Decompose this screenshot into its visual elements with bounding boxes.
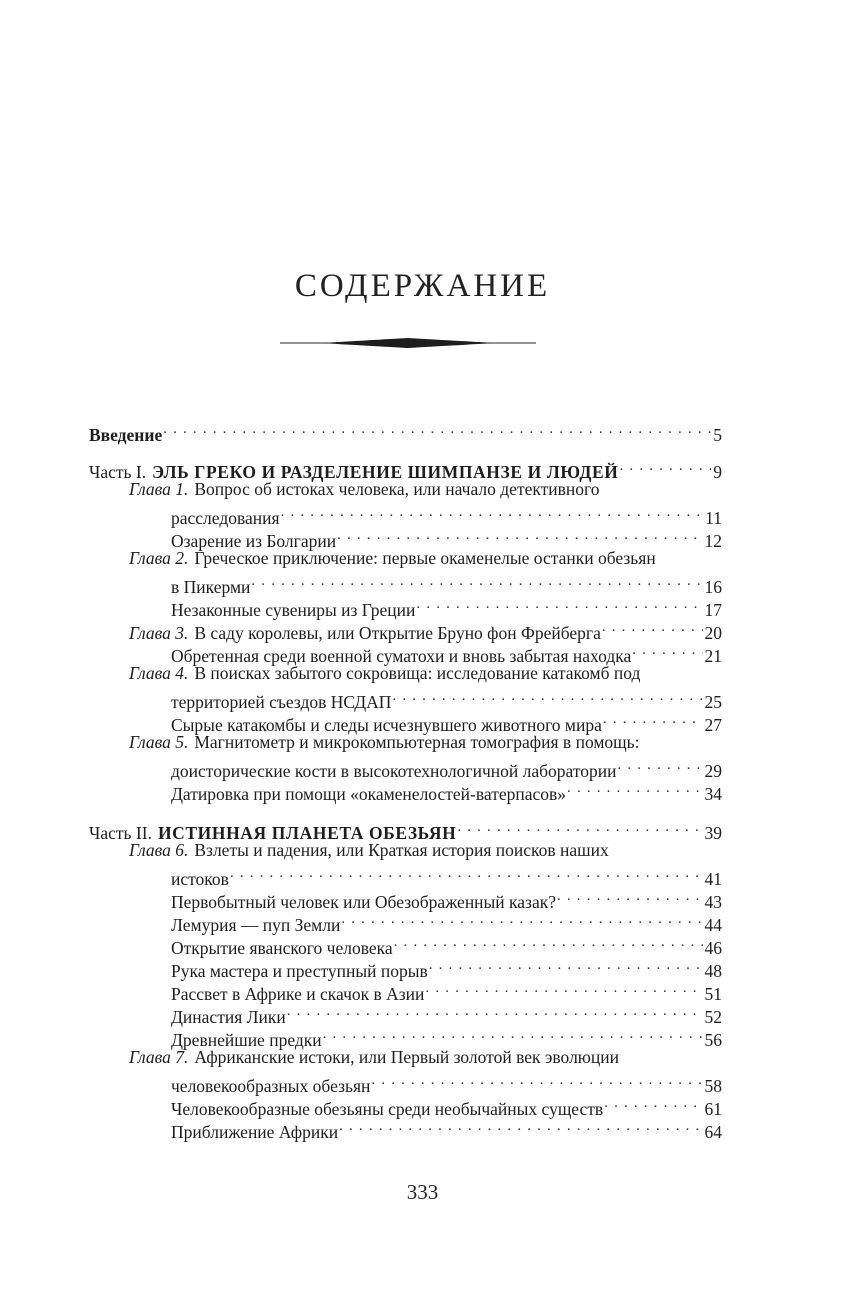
dot-leader — [337, 524, 702, 547]
toc-entry-part-2[interactable] — [89, 816, 722, 843]
section-title: Древнейшие предки — [171, 1030, 322, 1050]
chapter-title-cont: в Пикерми — [171, 577, 251, 597]
page-number: 44 — [704, 915, 722, 935]
section-title: Первобытный человек или Обезображенный казак? — [171, 892, 556, 912]
chapter-title: Греческое приключение: первые окаменелые останки обезьян — [194, 548, 656, 568]
toc-entry-chapter-7[interactable] — [89, 1046, 722, 1069]
toc-entry-chapter-2-cont[interactable] — [89, 570, 722, 597]
dot-leader — [416, 593, 702, 616]
page-number: 51 — [704, 984, 722, 1004]
page-number: 17 — [704, 600, 722, 620]
page-number: 34 — [704, 784, 722, 804]
section-title: Лемурия — пуп Земли — [171, 915, 341, 935]
section-title: Незаконные сувениры из Греции — [171, 600, 416, 620]
section-title: Открытие яванского человека — [171, 938, 393, 958]
dot-leader — [371, 1069, 702, 1092]
dot-leader — [602, 616, 703, 639]
page-number: 12 — [704, 531, 722, 551]
page-number: 16 — [704, 577, 722, 597]
toc-entry-chapter-6[interactable] — [89, 839, 722, 862]
section-title: Рука мастера и преступный порыв — [171, 961, 428, 981]
section-title: Сырые катакомбы и следы исчезнувшего животного мира — [171, 715, 602, 735]
dot-leader — [323, 1023, 703, 1046]
part-label: Часть I. — [89, 462, 147, 482]
dot-leader — [567, 777, 702, 800]
chapter-label: Глава 2. — [129, 548, 189, 568]
section-title: Обретенная среди военной суматохи и вновь забытая находка — [171, 646, 632, 666]
section-title: Династия Лики — [171, 1007, 286, 1027]
page-number: 25 — [704, 692, 722, 712]
chapter-title: В саду королевы, или Открытие Бруно фон Фрейберга — [194, 623, 601, 643]
part-title: ЭЛЬ ГРЕКО И РАЗДЕЛЕНИЕ ШИМПАНЗЕ И ЛЮДЕЙ — [152, 462, 619, 482]
dot-leader — [163, 418, 711, 441]
page-number: 48 — [704, 961, 722, 981]
chapter-label: Глава 1. — [129, 479, 189, 499]
page-number: 56 — [704, 1030, 722, 1050]
page-number: 21 — [704, 646, 722, 666]
toc-entry-chapter-5[interactable] — [89, 731, 722, 754]
page-number: 5 — [713, 425, 722, 445]
entry-title: Введение — [89, 425, 163, 445]
page-number: 58 — [704, 1076, 722, 1096]
dot-leader — [632, 639, 702, 662]
section-title: Озарение из Болгарии — [171, 531, 337, 551]
dot-leader — [392, 685, 702, 708]
toc-entry-chapter-4-cont[interactable] — [89, 685, 722, 712]
page-folio-number: 333 — [406, 1180, 439, 1204]
page-number: 52 — [704, 1007, 722, 1027]
divider-ornament-icon — [280, 336, 536, 350]
dot-leader — [394, 931, 703, 954]
toc-entry-intro[interactable] — [89, 418, 722, 445]
toc-entry-part-1[interactable] — [89, 455, 722, 482]
page-number: 46 — [704, 938, 722, 958]
page-number: 41 — [704, 869, 722, 889]
dot-leader — [281, 501, 704, 524]
chapter-title: Африканские истоки, или Первый золотой век эволюции — [194, 1047, 619, 1067]
dot-leader — [251, 570, 702, 593]
toc-entry-chapter-2[interactable] — [89, 547, 722, 570]
chapter-title: В поисках забытого сокровища: исследование катакомб под — [194, 663, 641, 683]
toc-entry-chapter-4[interactable] — [89, 662, 722, 685]
dot-leader — [620, 455, 712, 478]
dot-leader — [339, 1115, 702, 1138]
chapter-title-cont: доисторические кости в высокотехнологичной лаборатории — [171, 761, 617, 781]
toc-entry-chapter-7-cont[interactable] — [89, 1069, 722, 1096]
dot-leader — [230, 862, 703, 885]
page-number: 43 — [704, 892, 722, 912]
toc-entry-chapter-1[interactable] — [89, 478, 722, 501]
toc-entry-chapter-5-cont[interactable] — [89, 754, 722, 781]
dot-leader — [457, 816, 702, 839]
toc-entry-chapter-6-cont[interactable] — [89, 862, 722, 889]
chapter-label: Глава 7. — [129, 1047, 189, 1067]
part-title: ИСТИННАЯ ПЛАНЕТА ОБЕЗЬЯН — [157, 823, 457, 843]
dot-leader — [603, 708, 703, 731]
page-number: 61 — [704, 1099, 722, 1119]
page-title: СОДЕРЖАНИЕ — [294, 268, 551, 304]
dot-leader — [425, 977, 702, 1000]
dot-leader — [617, 754, 702, 777]
dot-leader — [604, 1092, 702, 1115]
dot-leader — [429, 954, 703, 977]
page-number: 64 — [704, 1122, 722, 1142]
chapter-title: Магнитометр и микрокомпьютерная томография в помощь: — [194, 732, 640, 752]
dot-leader — [557, 885, 703, 908]
chapter-label: Глава 4. — [129, 663, 189, 683]
page-number: 29 — [704, 761, 722, 781]
chapter-title: Взлеты и падения, или Краткая история поисков наших — [194, 840, 609, 860]
chapter-title-cont: территорией съездов НСДАП — [171, 692, 392, 712]
section-title: Человекообразные обезьяны среди необычайных существ — [171, 1099, 604, 1119]
toc-entry-chapter-1-cont[interactable] — [89, 501, 722, 528]
chapter-title-cont: расследования — [171, 508, 280, 528]
page-number: 27 — [704, 715, 722, 735]
dot-leader — [287, 1000, 703, 1023]
chapter-title-cont: истоков — [171, 869, 229, 889]
chapter-title-cont: человекообразных обезьян — [171, 1076, 371, 1096]
page-number: 20 — [704, 623, 722, 643]
chapter-title: Вопрос об истоках человека, или начало детективного — [194, 479, 600, 499]
page-number: 39 — [704, 823, 722, 843]
page-number: 11 — [705, 508, 722, 528]
chapter-label: Глава 6. — [129, 840, 189, 860]
section-title: Приближение Африки — [171, 1122, 339, 1142]
chapter-label: Глава 5. — [129, 732, 189, 752]
section-title: Датировка при помощи «окаменелостей-ватерпасов» — [171, 784, 567, 804]
dot-leader — [341, 908, 702, 931]
part-label: Часть II. — [89, 823, 152, 843]
section-title: Рассвет в Африке и скачок в Азии — [171, 984, 425, 1004]
table-of-contents — [89, 418, 722, 1142]
chapter-label: Глава 3. — [129, 623, 189, 643]
page-number: 9 — [713, 462, 722, 482]
